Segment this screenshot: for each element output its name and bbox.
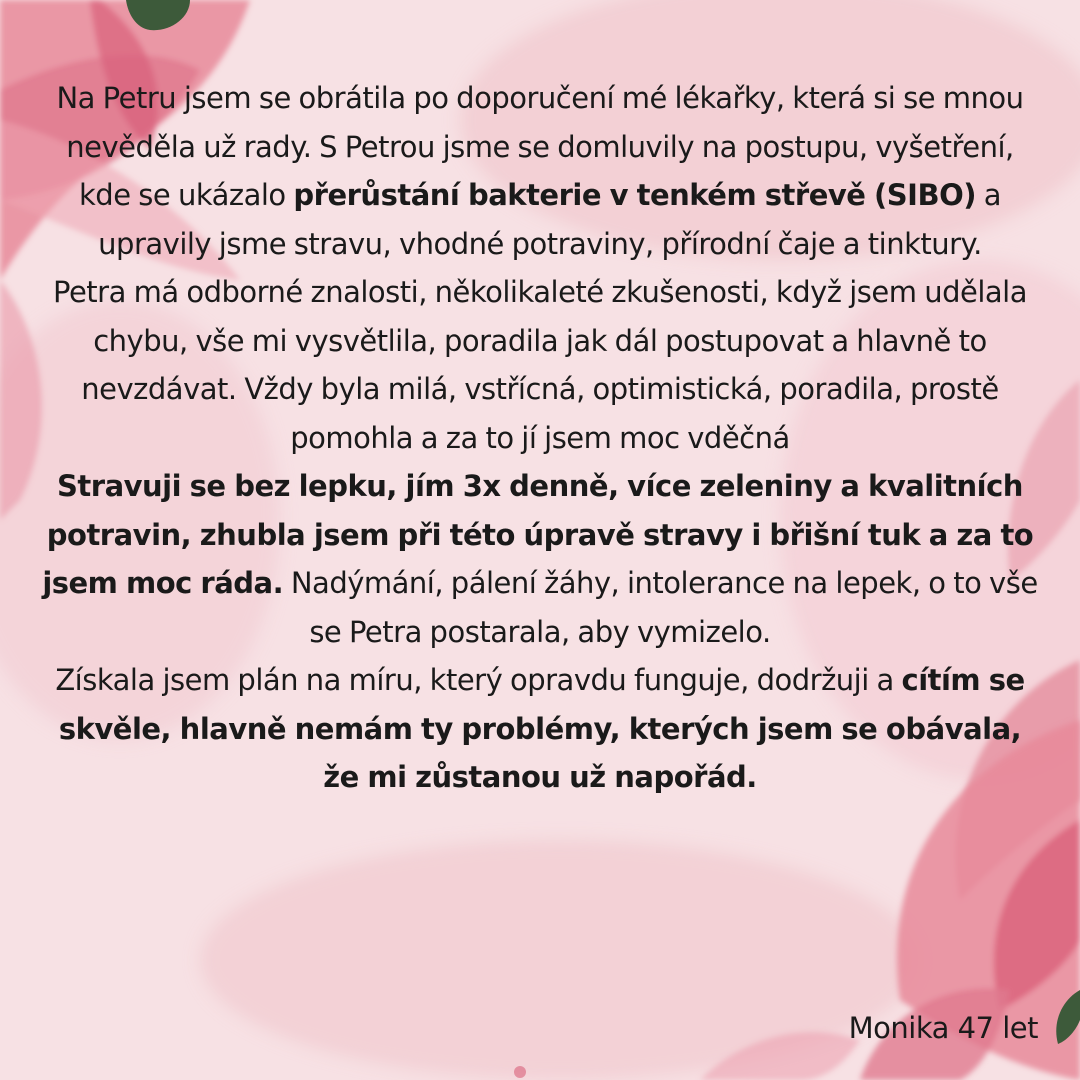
testimonial-text bbox=[40, 74, 1040, 802]
testimonial-paragraph-4 bbox=[40, 656, 1040, 802]
text-run: Nadýmání, pálení žáhy, intolerance na lepek, o to vše se Petra postarala, aby vymizelo. bbox=[283, 566, 1038, 649]
testimonial-paragraph-1 bbox=[40, 74, 1040, 268]
testimonial-paragraph-2 bbox=[40, 268, 1040, 462]
text-run: Petra má odborné znalosti, několikaleté zkušenosti, když jsem udělala chybu, vše mi vysvětlila, poradila jak dál postupovat a hlavně to nevzdávat. Vždy byla milá, vstřícná, optimistická, poradila, prostě pomohla a za to jí jsem moc vděčná bbox=[53, 275, 1027, 455]
text-run: Na Petru jsem se obrátila po doporučení mé lékařky, která si se mnou nevěděla už rady. S Petrou jsme se domluvily na postupu, vyšetření, kde se ukázalo bbox=[56, 81, 1024, 212]
text-run: a upravily jsme stravu, vhodné potraviny, přírodní čaje a tinktury. bbox=[98, 178, 1001, 261]
author-signature: Monika 47 let bbox=[848, 1011, 1038, 1045]
text-run-bold: Stravuji se bez lepku, jím 3x denně, více zeleniny a kvalitních potravin, zhubla jsem při této úpravě stravy i břišní tuk a za to jsem moc ráda. bbox=[42, 469, 1034, 600]
text-run-bold: přerůstání bakterie v tenkém střevě (SIBO) bbox=[293, 178, 976, 212]
testimonial-paragraph-3 bbox=[40, 462, 1040, 656]
petal-dot bbox=[514, 1066, 526, 1078]
text-run: Získala jsem plán na míru, který opravdu funguje, dodržuji a bbox=[55, 663, 902, 697]
text-run-bold: cítím se skvěle, hlavně nemám ty problémy, kterých jsem se obávala, že mi zůstanou už napořád. bbox=[58, 663, 1025, 794]
